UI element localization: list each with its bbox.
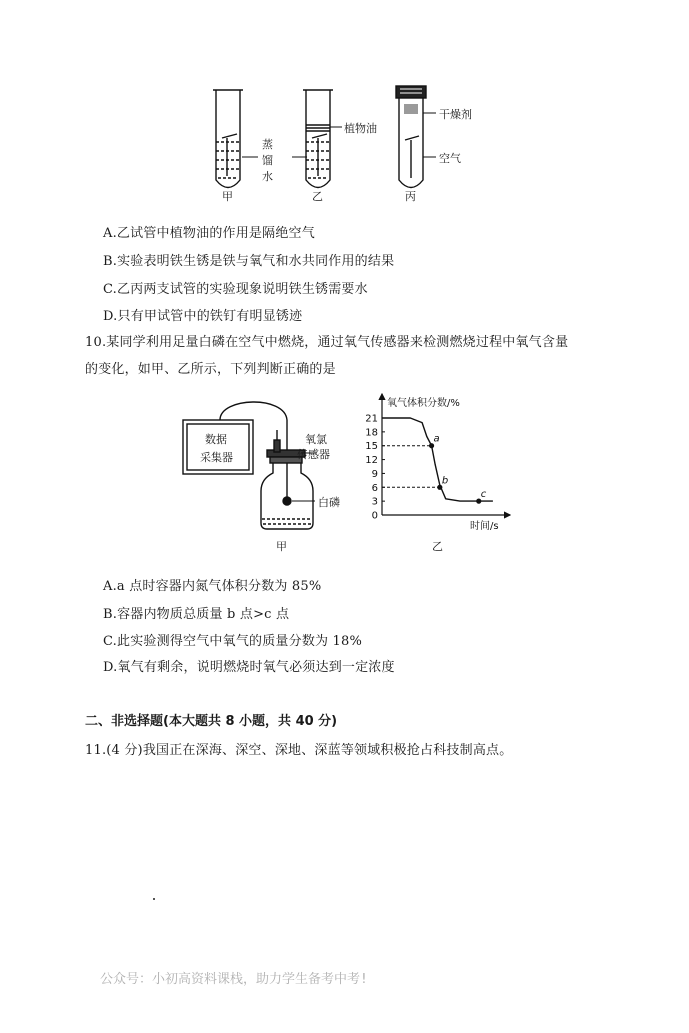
q9-option-d: D.只有甲试管中的铁钉有明显锈迹 bbox=[103, 309, 303, 324]
footer-watermark: 公众号：小初高资料课栈，助力学生备考中考! bbox=[100, 972, 368, 987]
y-tick-label-12: 12 bbox=[365, 455, 378, 467]
y-tick-label-0: 0 bbox=[371, 510, 378, 522]
stray-mark bbox=[153, 898, 155, 900]
q9-option-c: C.乙丙两支试管的实验现象说明铁生锈需要水 bbox=[103, 282, 368, 297]
tube-jia bbox=[213, 90, 243, 188]
water-label-2: 馏 bbox=[262, 154, 273, 167]
collector-label-2: 采集器 bbox=[200, 451, 233, 464]
y-tick-label-21: 21 bbox=[365, 413, 378, 425]
chart-caption: 乙 bbox=[432, 540, 443, 553]
y-tick-label-15: 15 bbox=[365, 441, 378, 453]
apparatus-drawing bbox=[175, 395, 365, 555]
tube-caption-bing: 丙 bbox=[405, 190, 416, 203]
apparatus-caption: 甲 bbox=[276, 540, 287, 553]
apparatus-figure bbox=[175, 395, 365, 555]
section-heading: 二、非选择题(本大题共 8 小题，共 40 分) bbox=[85, 714, 338, 729]
tube-caption-yi: 乙 bbox=[312, 190, 323, 203]
oil-label: 植物油 bbox=[344, 122, 377, 135]
series-line-0 bbox=[382, 418, 493, 501]
chart-title: 氧气体积分数/% bbox=[387, 398, 460, 409]
q9-option-a: A.乙试管中植物油的作用是隔绝空气 bbox=[103, 226, 315, 241]
desiccant-label: 干燥剂 bbox=[439, 108, 472, 121]
sensor-label-2: 传感器 bbox=[297, 448, 330, 461]
tube-yi bbox=[303, 90, 342, 188]
tube-caption-jia: 甲 bbox=[222, 190, 233, 203]
q10-option-c: C.此实验测得空气中氧气的质量分数为 18% bbox=[103, 634, 363, 649]
test-tubes-figure bbox=[200, 80, 500, 205]
phosphorus-label: 白磷 bbox=[318, 496, 340, 509]
y-tick-label-3: 3 bbox=[371, 496, 378, 508]
y-tick-label-9: 9 bbox=[371, 468, 378, 480]
q10-option-a: A.a 点时容器内氮气体积分数为 85% bbox=[103, 579, 322, 594]
tube-bing bbox=[396, 86, 436, 188]
q9-option-b: B.实验表明铁生锈是铁与氧气和水共同作用的结果 bbox=[103, 254, 395, 269]
oxygen-chart bbox=[360, 388, 520, 558]
sensor-label-1: 氧氯 bbox=[305, 433, 327, 446]
q10-stem-line1: 10.某同学利用足量白磷在空气中燃烧，通过氧气传感器来检测燃烧过程中氧气含量 bbox=[85, 335, 569, 350]
q10-option-d: D.氧气有剩余，说明燃烧时氧气必须达到一定浓度 bbox=[103, 660, 395, 675]
test-tubes-drawing bbox=[200, 80, 500, 205]
y-tick-label-18: 18 bbox=[365, 427, 378, 439]
water-label-3: 水 bbox=[262, 170, 273, 183]
q11-stem: 11.(4 分)我国正在深海、深空、深地、深蓝等领域积极抢占科技制高点。 bbox=[85, 743, 513, 758]
q10-stem-line2: 的变化，如甲、乙所示，下列判断正确的是 bbox=[85, 362, 336, 377]
collector-label-1: 数据 bbox=[205, 433, 227, 446]
q10-option-b: B.容器内物质总质量 b 点>c 点 bbox=[103, 607, 290, 622]
point-label-c: c bbox=[480, 489, 487, 501]
air-label: 空气 bbox=[439, 152, 461, 165]
oxygen-chart-svg bbox=[360, 388, 520, 558]
point-label-a: a bbox=[433, 433, 440, 445]
water-label-1: 蒸 bbox=[262, 138, 273, 151]
chart-xlabel: 时间/s bbox=[470, 521, 499, 532]
point-label-b: b bbox=[441, 475, 449, 487]
y-tick-label-6: 6 bbox=[371, 482, 378, 494]
